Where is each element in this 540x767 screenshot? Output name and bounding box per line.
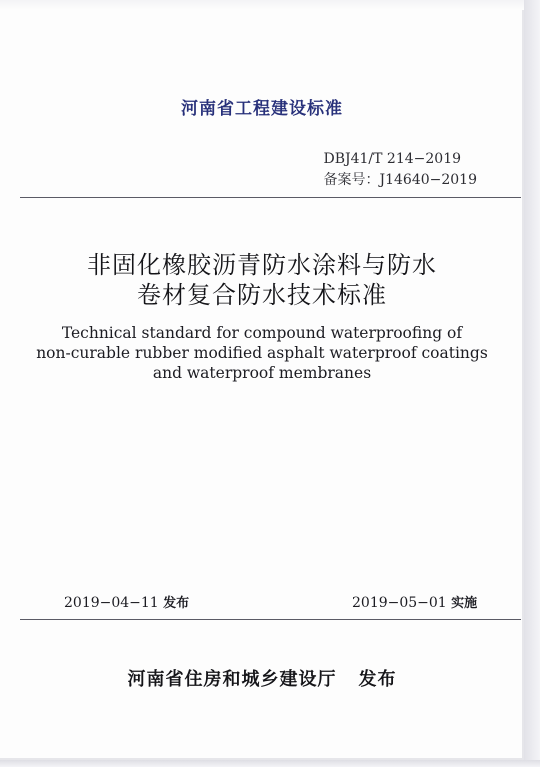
english-title-line-3: and waterproof membranes <box>152 364 372 382</box>
bottom-divider <box>20 619 521 620</box>
issue-date-block <box>64 592 189 611</box>
standard-code: DBJ41/T 214−2019 <box>323 151 462 167</box>
issuing-authority-name: 河南省住房和城乡建设厅 <box>127 669 337 690</box>
issue-date: 2019−04−11 <box>64 595 159 611</box>
top-divider <box>20 197 521 198</box>
page-bottom-shadow <box>0 760 540 767</box>
chinese-title <box>0 250 524 310</box>
english-title-line-1: Technical standard for compound waterproofing of <box>61 324 463 342</box>
chinese-title-line-1: 非固化橡胶沥青防水涂料与防水 <box>87 251 437 279</box>
implement-label: 实施 <box>451 596 478 611</box>
record-number: 备案号：J14640−2019 <box>323 172 477 188</box>
implement-date-block <box>352 592 477 611</box>
english-title-line-2: non-curable rubber modified asphalt waterproof coatings <box>36 344 488 362</box>
english-title <box>0 323 524 383</box>
code-block <box>323 149 477 191</box>
page-top-edge <box>0 0 524 10</box>
issuing-authority <box>0 665 524 691</box>
issue-label: 发布 <box>163 596 190 611</box>
implement-date: 2019−05−01 <box>352 595 447 611</box>
page-right-shadow <box>524 0 540 767</box>
chinese-title-line-2: 卷材复合防水技术标准 <box>137 281 387 309</box>
issuing-authority-action: 发布 <box>358 669 397 690</box>
standard-series-title: 河南省工程建设标准 <box>181 99 343 119</box>
